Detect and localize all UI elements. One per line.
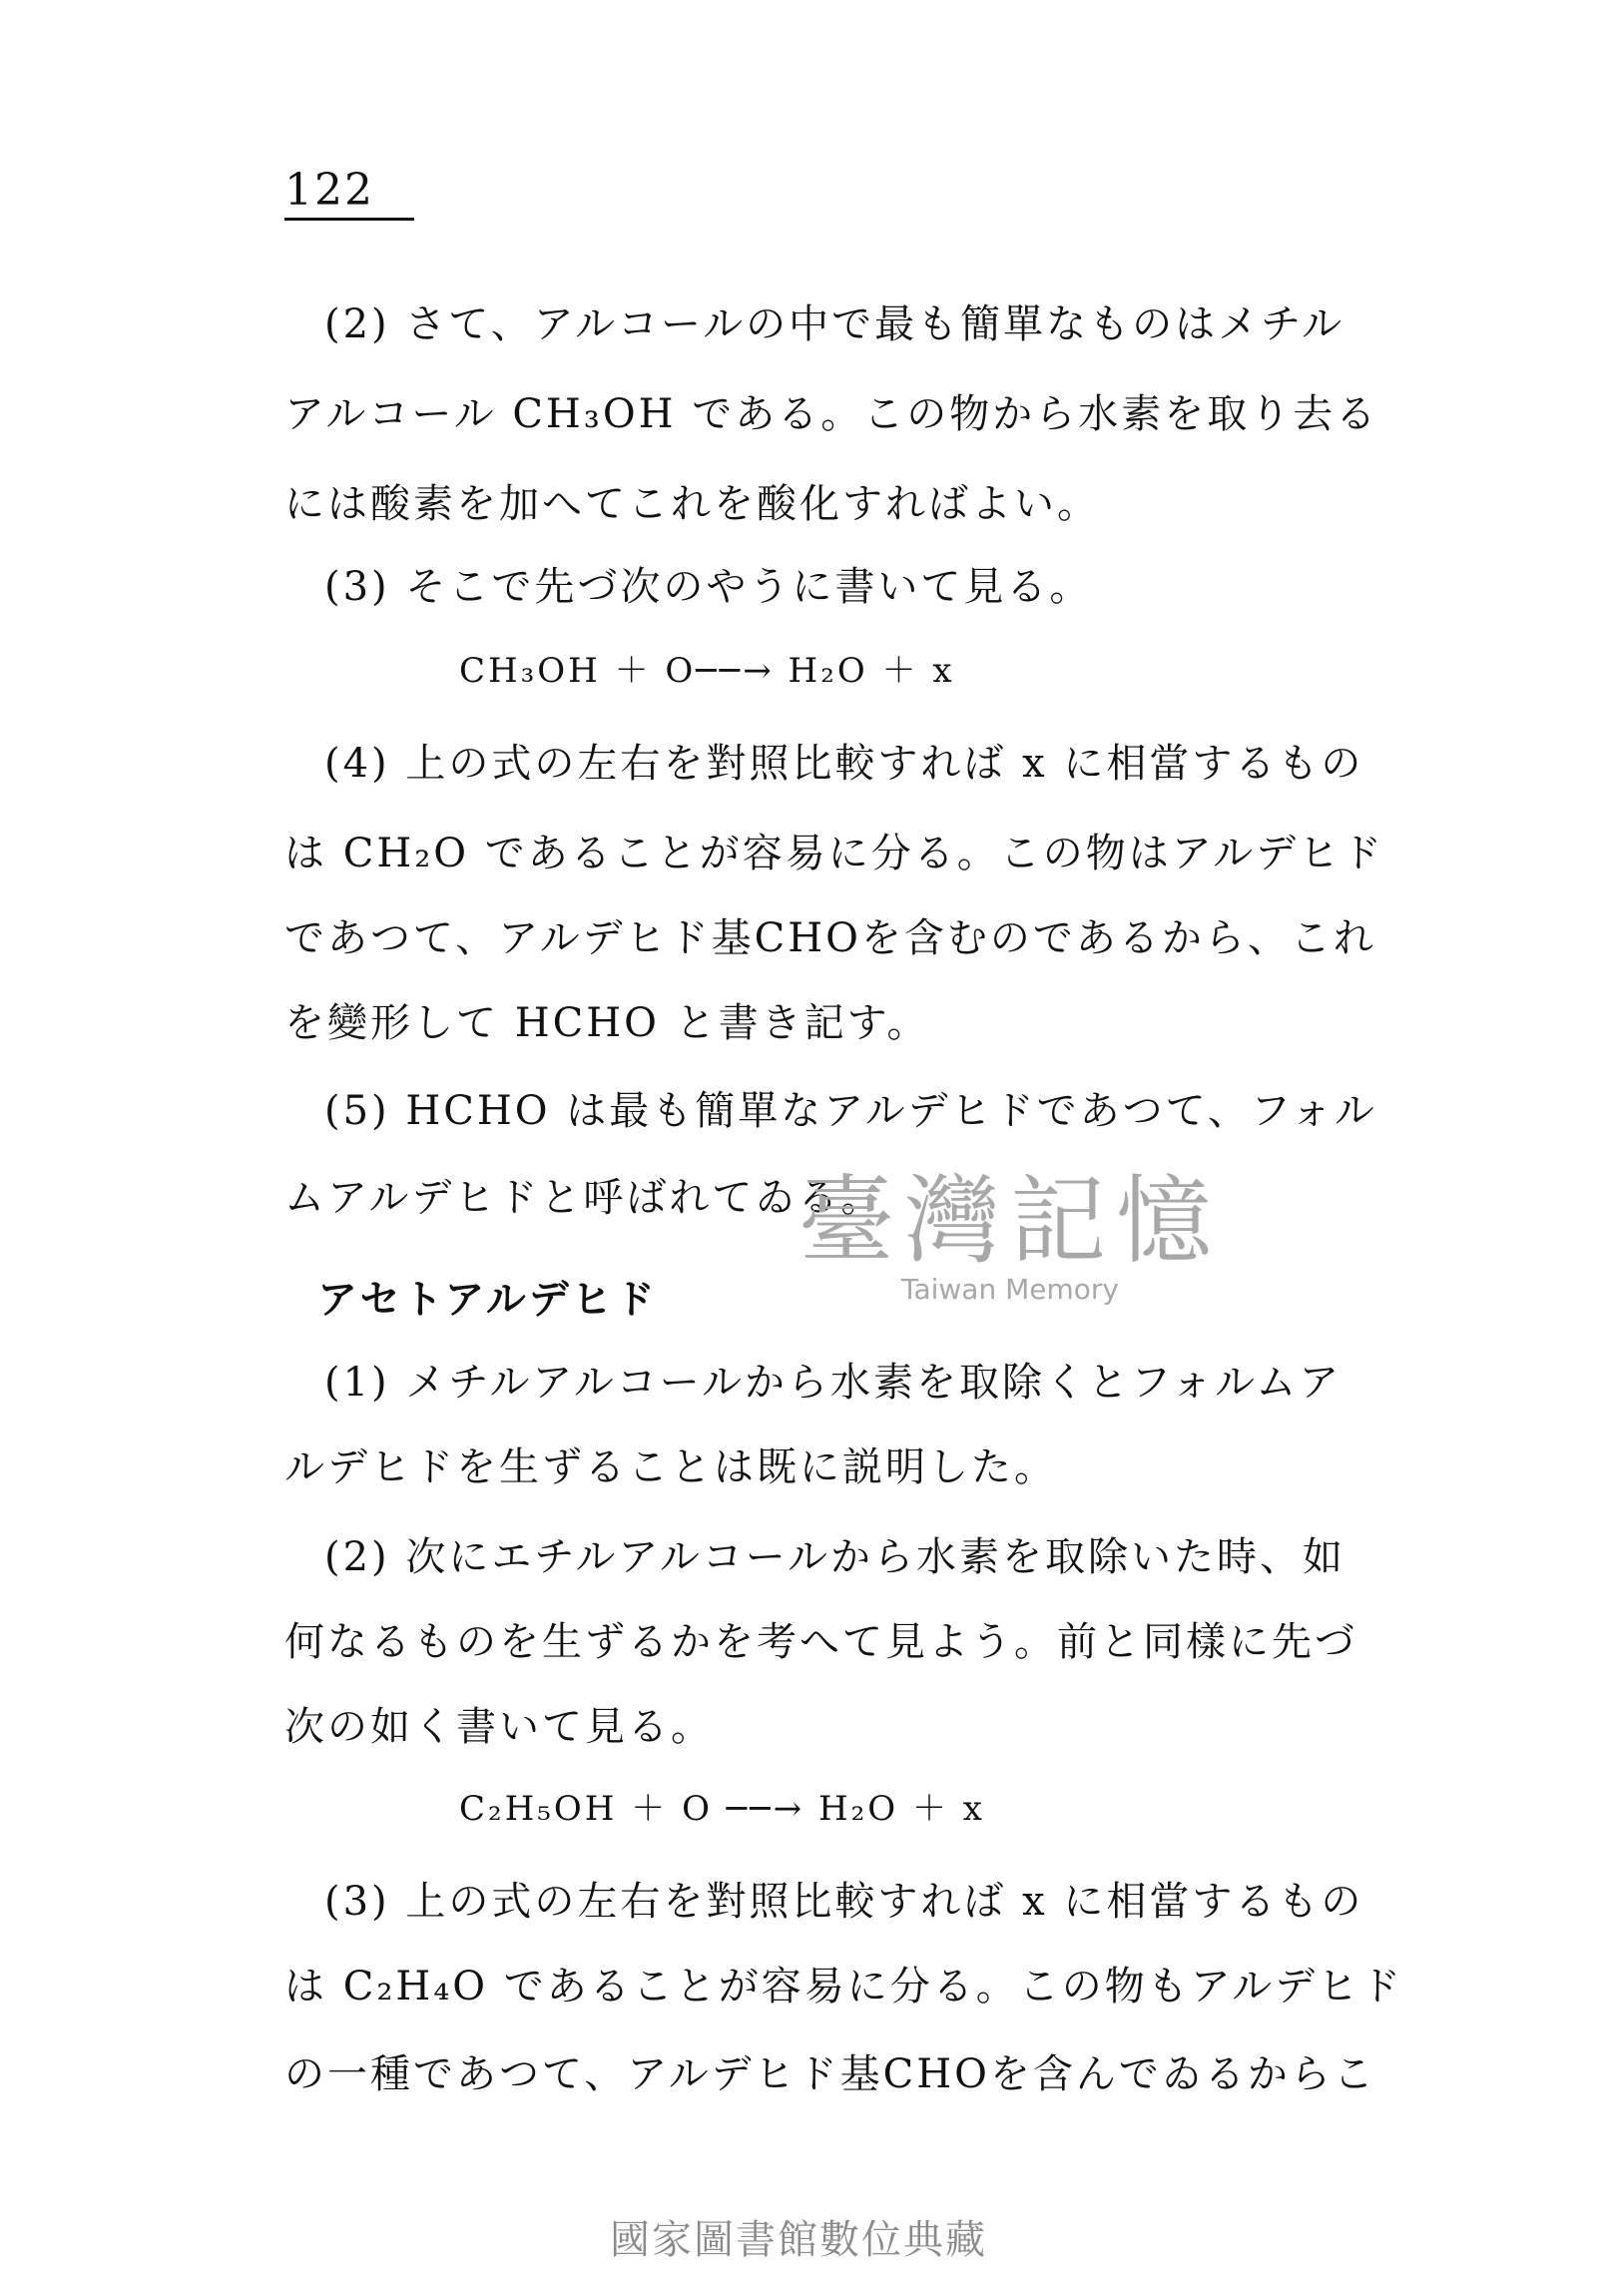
text-line: の一種であつて、アルデヒド基CHOを含んでゐるからこ <box>284 2051 1376 2097</box>
text-line: (2) 次にエチルアルコールから水素を取除いた時、如 <box>324 1534 1345 1580</box>
text-line: 何なるものを生ずるかを考へて見よう。前と同樣に先づ <box>284 1619 1357 1665</box>
text-line: (4) 上の式の左右を對照比較すれば x に相當するもの <box>324 741 1364 787</box>
text-line: アルコール CH₃OH である。この物から水素を取り去る <box>284 391 1379 437</box>
text-line: (3) 上の式の左右を對照比較すれば x に相當するもの <box>324 1879 1364 1925</box>
text-line: ムアルデヒドと呼ばれてゐる。 <box>284 1175 884 1221</box>
text-line: (5) HCHO は最も簡單なアルデヒドであつて、フォル <box>324 1088 1377 1134</box>
text-line: は C₂H₄O であることが容易に分る。この物もアルデヒド <box>284 1964 1404 2009</box>
footer-watermark: 國家圖書館數位典藏 <box>610 2217 987 2263</box>
watermark <box>798 1165 1222 1306</box>
text-line: (1) メチルアルコールから水素を取除くとフォルムア <box>324 1360 1342 1406</box>
page-number: 122 <box>284 165 374 216</box>
text-line: には酸素を加へてこれを酸化すればよい。 <box>284 481 1100 527</box>
formula: CH₃OH ＋ O──→ H₂O ＋ x <box>459 651 955 691</box>
text-line: であつて、アルデヒド基CHOを含むのであるから、これ <box>284 915 1376 961</box>
text-line: (3) そこで先づ次のやうに書いて見る。 <box>324 564 1093 610</box>
text-line: 次の如く書いて見る。 <box>284 1704 714 1750</box>
text-line: を變形して HCHO と書き記す。 <box>284 1000 930 1046</box>
text-line: は CH₂O であることが容易に分る。この物はアルデヒド <box>284 831 1385 876</box>
section-heading: アセトアルデヒド <box>317 1276 658 1323</box>
text-line: ルデヒドを生ずることは既に説明した。 <box>284 1444 1057 1490</box>
formula: C₂H₅OH ＋ O ──→ H₂O ＋ x <box>459 1789 985 1829</box>
page-number-underline <box>284 218 414 221</box>
watermark-cjk: 臺灣記憶 <box>798 1165 1222 1277</box>
watermark-en: Taiwan Memory <box>901 1273 1119 1306</box>
text-line: (2) さて、アルコールの中で最も簡單なものはメチル <box>324 301 1345 347</box>
